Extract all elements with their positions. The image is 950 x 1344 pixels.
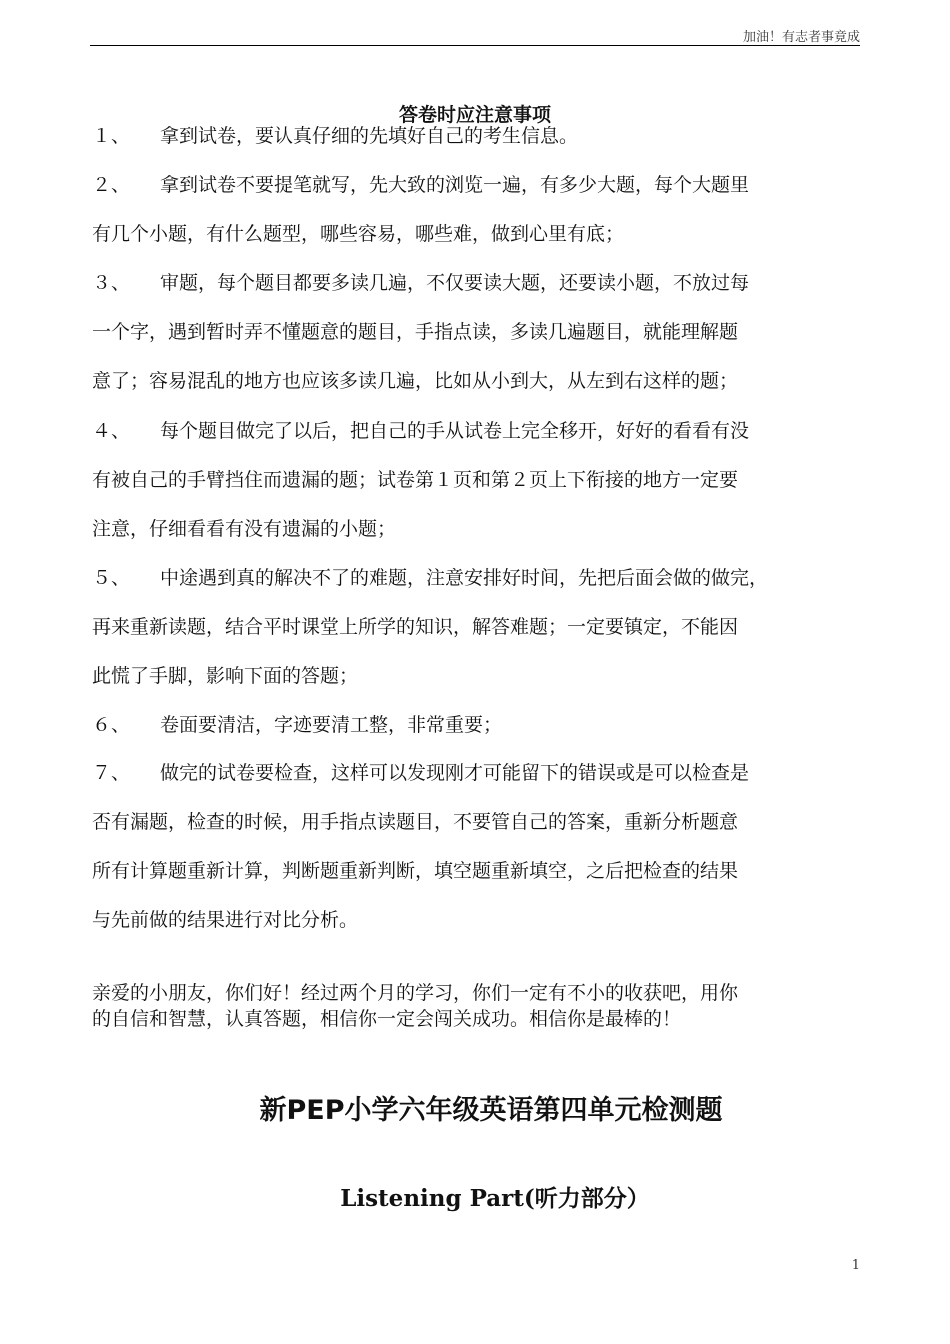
item-number: ６、 <box>92 714 131 736</box>
item-text: 注意，仔细看看有没有遗漏的小题； <box>92 518 397 540</box>
item-text: 拿到试卷不要提笔就写，先大致的浏览一遍，有多少大题，每个大题里 <box>160 174 750 196</box>
notice-item-6 <box>92 701 862 750</box>
item-number: １、 <box>92 125 131 147</box>
item-number: ３、 <box>92 272 131 294</box>
header-divider <box>90 45 860 46</box>
notice-item-5 <box>92 554 862 701</box>
item-number: ２、 <box>92 174 131 196</box>
greeting-paragraph <box>92 980 862 1032</box>
item-text: 此慌了手脚，影响下面的答题； <box>92 665 359 687</box>
section-heading: Listening Part(听力部分） <box>340 1185 650 1212</box>
item-number: ７、 <box>92 762 131 784</box>
item-text: 审题，每个题目都要多读几遍，不仅要读大题，还要读小题，不放过每 <box>160 272 750 294</box>
notice-item-4 <box>92 407 862 554</box>
greeting-line: 的自信和智慧，认真答题，相信你一定会闯关成功。相信你是最棒的！ <box>92 1008 682 1030</box>
item-text: 卷面要清洁，字迹要清工整，非常重要； <box>160 714 503 736</box>
notice-item-7 <box>92 749 862 945</box>
notice-item-1 <box>92 112 862 161</box>
notice-title: 答卷时应注意事项 <box>398 104 551 126</box>
item-text: 有几个小题，有什么题型，哪些容易，哪些难，做到心里有底； <box>92 223 625 245</box>
notice-item-3 <box>92 259 862 406</box>
item-number: ５、 <box>92 567 131 589</box>
item-text: 中途遇到真的解决不了的难题，注意安排好时间，先把后面会做的做完， <box>160 567 769 589</box>
item-text: 所有计算题重新计算，判断题重新判断，填空题重新填空，之后把检查的结果 <box>92 860 739 882</box>
item-text: 与先前做的结果进行对比分析。 <box>92 909 359 931</box>
notice-item-2 <box>92 161 862 259</box>
item-text: 否有漏题，检查的时候，用手指点读题目，不要管自己的答案，重新分析题意 <box>92 811 739 833</box>
item-text: 再来重新读题，结合平时课堂上所学的知识，解答难题；一定要镇定，不能因 <box>92 616 739 638</box>
item-text: 意了；容易混乱的地方也应该多读几遍，比如从小到大，从左到右这样的题； <box>92 370 739 392</box>
item-text: 做完的试卷要检查，这样可以发现刚才可能留下的错误或是可以检查是 <box>160 762 750 784</box>
item-text: 一个字，遇到暂时弄不懂题意的题目，手指点读，多读几遍题目，就能理解题 <box>92 321 739 343</box>
item-text: 有被自己的手臂挡住而遗漏的题；试卷第１页和第２页上下衔接的地方一定要 <box>92 469 739 491</box>
item-number: ４、 <box>92 420 131 442</box>
page-number: 1 <box>851 1258 860 1273</box>
exam-title: 新PEP小学六年级英语第四单元检测题 <box>259 1095 723 1126</box>
item-text: 每个题目做完了以后，把自己的手从试卷上完全移开，好好的看看有没 <box>160 420 750 442</box>
item-text: 拿到试卷，要认真仔细的先填好自己的考生信息。 <box>160 125 579 147</box>
header-motto: 加油！有志者事竟成 <box>742 30 860 45</box>
greeting-line: 亲爱的小朋友，你们好！经过两个月的学习，你们一定有不小的收获吧，用你 <box>92 982 739 1004</box>
